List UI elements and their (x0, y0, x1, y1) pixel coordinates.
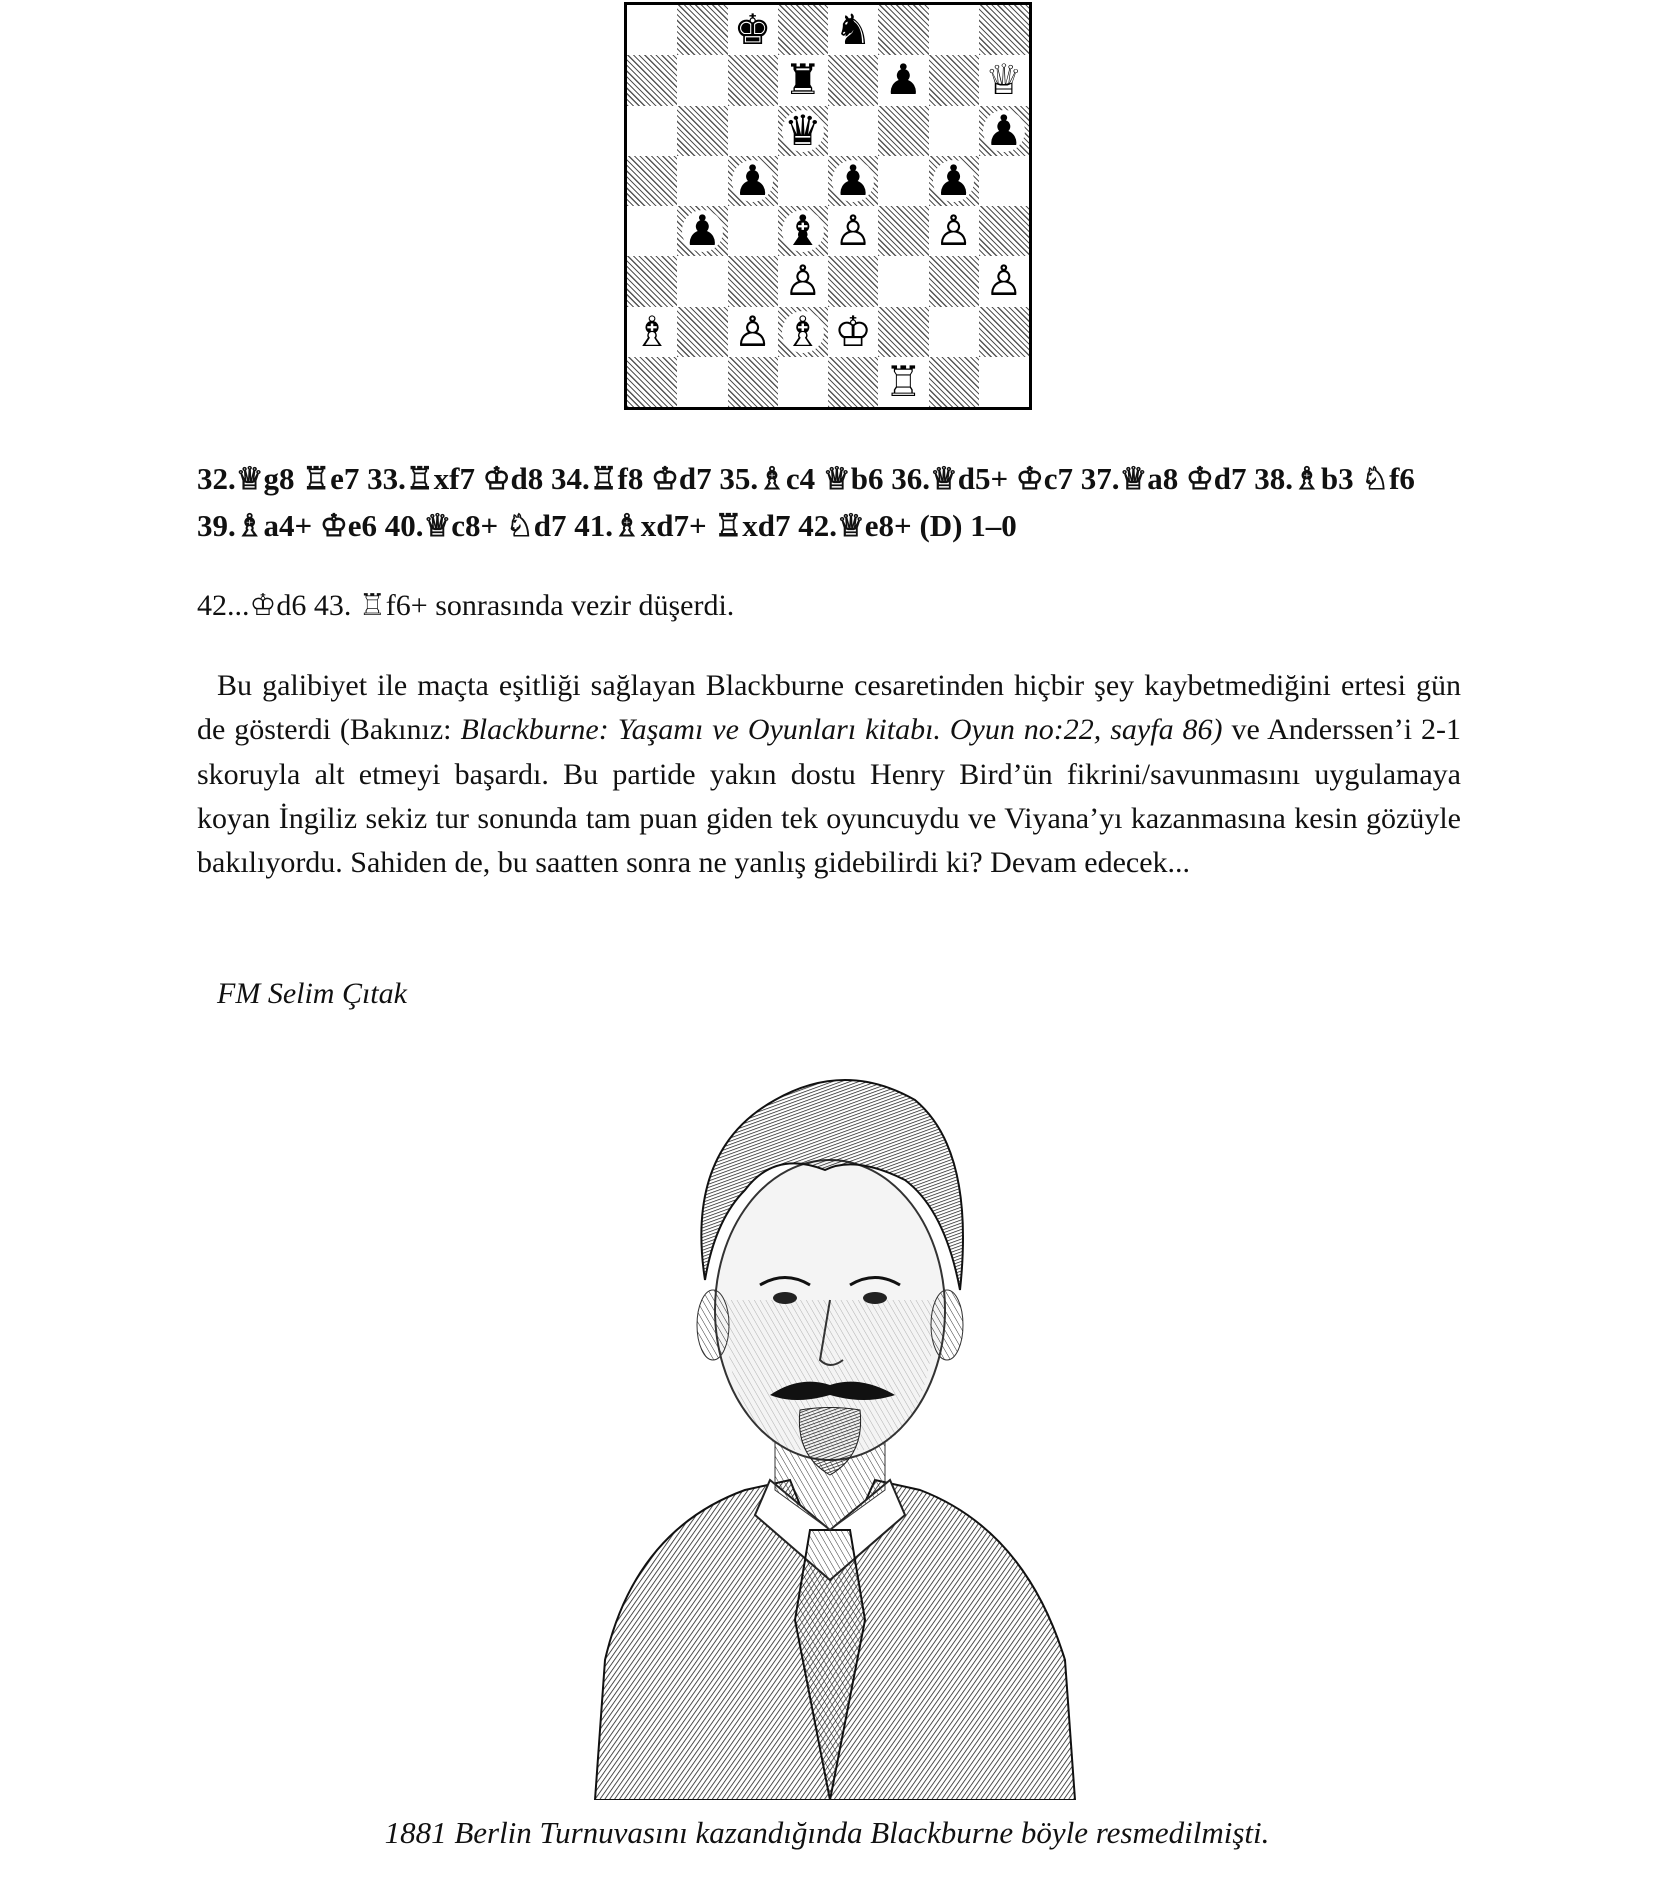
white-pawn-icon: ♙ (834, 206, 872, 256)
square-e7 (828, 55, 878, 105)
square-g2 (929, 307, 979, 357)
square-c6 (728, 106, 778, 156)
black-knight-icon: ♞ (834, 5, 872, 55)
square-e6 (828, 106, 878, 156)
square-a7 (627, 55, 677, 105)
square-h5 (979, 156, 1029, 206)
square-h8 (979, 5, 1029, 55)
chess-board-grid (627, 5, 1029, 407)
blackburne-portrait-engraving (575, 1060, 1085, 1800)
square-g7 (929, 55, 979, 105)
square-d6 (778, 106, 828, 156)
square-f4 (878, 206, 928, 256)
white-bishop-icon: ♗ (633, 306, 671, 356)
square-d4 (778, 206, 828, 256)
square-g1 (929, 357, 979, 407)
square-e3 (828, 256, 878, 306)
square-f2 (878, 307, 928, 357)
square-b5 (677, 156, 727, 206)
square-b8 (677, 5, 727, 55)
square-e5 (828, 156, 878, 206)
square-a1 (627, 357, 677, 407)
analysis-note: 42...♔d6 43. ♖f6+ sonrasında vezir düşerdi. (197, 589, 735, 622)
black-queen-icon: ♛ (784, 105, 822, 155)
square-c7 (728, 55, 778, 105)
game-moves (197, 455, 1461, 549)
square-h3 (979, 256, 1029, 306)
square-a3 (627, 256, 677, 306)
black-pawn-icon: ♟ (834, 155, 872, 205)
white-queen-icon: ♕ (985, 55, 1023, 105)
paragraph-text-1: Bu galibiyet ile maçta eşitliği sağlayan Blackburne cesaretinden hiçbir şey kaybetmediğini ertesi gün de gösterdi (Bakınız: (197, 669, 1461, 747)
square-h2 (979, 307, 1029, 357)
square-c2 (728, 307, 778, 357)
square-d7 (778, 55, 828, 105)
square-c1 (728, 357, 778, 407)
square-h6 (979, 106, 1029, 156)
square-f6 (878, 106, 928, 156)
square-f1 (878, 357, 928, 407)
square-f8 (878, 5, 928, 55)
white-king-icon: ♔ (834, 306, 872, 356)
square-c3 (728, 256, 778, 306)
black-pawn-icon: ♟ (985, 105, 1023, 155)
white-bishop-icon: ♗ (784, 306, 822, 356)
square-b1 (677, 357, 727, 407)
square-f3 (878, 256, 928, 306)
square-h1 (979, 357, 1029, 407)
white-pawn-icon: ♙ (733, 306, 772, 356)
white-pawn-icon: ♙ (784, 256, 822, 306)
square-g4 (929, 206, 979, 256)
body-paragraph (197, 664, 1461, 885)
white-pawn-icon: ♙ (934, 206, 973, 256)
square-b6 (677, 106, 727, 156)
square-g5 (929, 156, 979, 206)
moves-line-2: 39.♗a4+ ♔e6 40.♕c8+ ♘d7 41.♗xd7+ ♖xd7 42.♕e8+ (D) 1–0 (197, 508, 1017, 543)
square-e4 (828, 206, 878, 256)
square-a8 (627, 5, 677, 55)
square-d5 (778, 156, 828, 206)
author-signature: FM Selim Çıtak (217, 977, 407, 1010)
square-h7 (979, 55, 1029, 105)
square-b7 (677, 55, 727, 105)
black-pawn-icon: ♟ (733, 155, 772, 205)
book-reference: Blackburne: Yaşamı ve Oyunları kitabı. Oyun no:22, sayfa 86) (460, 713, 1223, 747)
portrait-caption: 1881 Berlin Turnuvasını kazandığında Blackburne böyle resmedilmişti. (384, 1815, 1270, 1850)
square-d2 (778, 307, 828, 357)
square-g8 (929, 5, 979, 55)
black-pawn-icon: ♟ (934, 155, 973, 205)
square-d1 (778, 357, 828, 407)
square-c5 (728, 156, 778, 206)
square-a5 (627, 156, 677, 206)
black-pawn-icon: ♟ (683, 206, 722, 256)
square-g3 (929, 256, 979, 306)
square-f5 (878, 156, 928, 206)
black-king-icon: ♚ (733, 5, 772, 55)
square-c8 (728, 5, 778, 55)
black-pawn-icon: ♟ (884, 55, 923, 105)
white-pawn-icon: ♙ (985, 256, 1023, 306)
white-rook-icon: ♖ (884, 356, 923, 406)
square-c4 (728, 206, 778, 256)
paragraph-text-2: ve Anderssen’i 2-1 skoruyla alt etmeyi başardı. Bu partide yakın dostu Henry Bird’ün fikrini/savunmasını uygulamaya koyan İngiliz sekiz tur sonunda tam puan giden tek oyuncuydu ve Viyana’yı kazanmasına kesin gözüyle bakılıyordu. Sahiden de, bu saatten sonra ne yanlış gidebilirdi ki? Devam edecek... (197, 713, 1461, 880)
moves-line-1: 32.♕g8 ♖e7 33.♖xf7 ♔d8 34.♖f8 ♔d7 35.♗c4 ♕b6 36.♕d5+ ♔c7 37.♕a8 ♔d7 38.♗b3 ♘f6 (197, 461, 1415, 496)
square-g6 (929, 106, 979, 156)
chess-diagram (624, 2, 1032, 410)
black-rook-icon: ♜ (784, 55, 822, 105)
square-e2 (828, 307, 878, 357)
square-a2 (627, 307, 677, 357)
square-a6 (627, 106, 677, 156)
square-b2 (677, 307, 727, 357)
square-d8 (778, 5, 828, 55)
square-d3 (778, 256, 828, 306)
square-f7 (878, 55, 928, 105)
square-b4 (677, 206, 727, 256)
square-e8 (828, 5, 878, 55)
black-bishop-icon: ♝ (784, 206, 822, 256)
square-h4 (979, 206, 1029, 256)
square-a4 (627, 206, 677, 256)
square-b3 (677, 256, 727, 306)
square-e1 (828, 357, 878, 407)
